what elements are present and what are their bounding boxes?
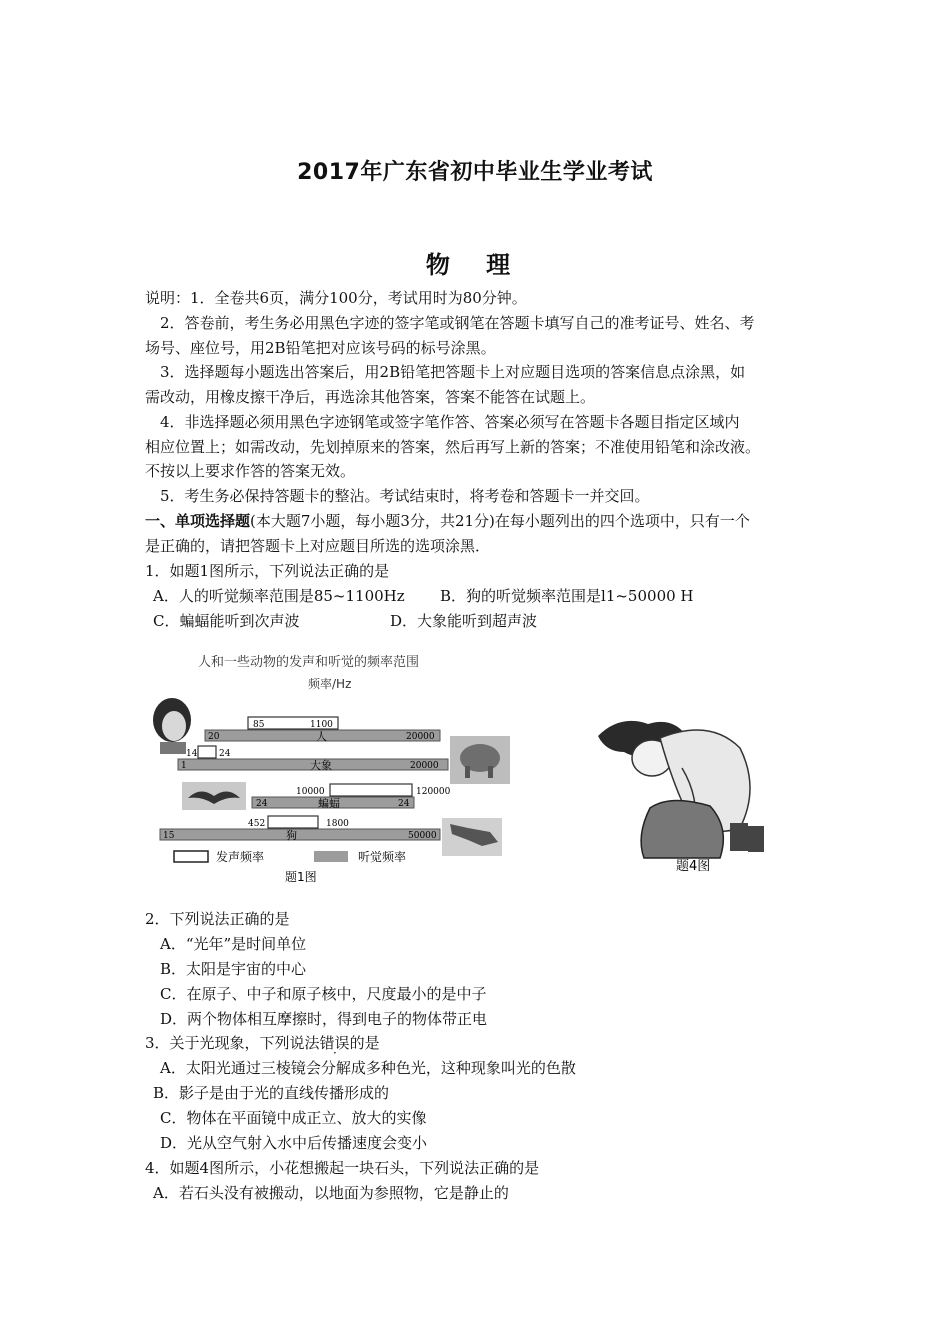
elephant-hear-high: 20000 — [410, 761, 439, 771]
girl-lifting-rock-icon — [598, 721, 764, 858]
instruction-line: 场号、座位号，用2B铅笔把对应该号码的标号涂黑。 — [145, 339, 496, 357]
elephant-label: 大象 — [310, 759, 332, 772]
instruction-line: 需改动，用橡皮擦干净后，再选涂其他答案，答案不能答在试题上。 — [145, 388, 596, 406]
bat-label: 蝙蝠 — [318, 797, 340, 810]
question-stem: 2．下列说法正确的是 — [145, 910, 290, 928]
option-a: A．“光年”是时间单位 — [160, 935, 307, 953]
legend-hear-label: 听觉频率 — [358, 850, 407, 864]
option-d: D．光从空气射入水中后传播速度会变小 — [160, 1134, 428, 1152]
q3-stem-post: 的是 — [349, 1034, 380, 1052]
elephant-emit-high: 24 — [219, 749, 231, 759]
figure-1-frequency-chart — [150, 650, 510, 890]
figure-1-caption: 题1图 — [285, 870, 317, 884]
bat-emit-high: 120000 — [416, 787, 451, 797]
q3-stem-pre: 3．关于光现象，下列说法 — [145, 1034, 320, 1052]
human-label: 人 — [316, 730, 327, 743]
subject-title: 物 理 — [425, 251, 525, 279]
bat-hear-low: 24 — [256, 799, 268, 809]
option-d: D．大象能听到超声波 — [390, 612, 538, 630]
legend-emit-swatch — [174, 851, 208, 862]
figure-4-girl-lifting-rock — [590, 708, 805, 878]
dog-hear-high: 50000 — [408, 831, 437, 841]
dog-hear-low: 15 — [163, 831, 175, 841]
option-b: B．太阳是宇宙的中心 — [160, 960, 307, 978]
option-a: A．人的听觉频率范围是85~1100Hz — [153, 587, 405, 605]
instruction-line: 2．答卷前，考生务必用黑色字迹的签字笔或钢笔在答题卡填写自己的准考证号、姓名、考 — [160, 314, 755, 332]
option-d: D．两个物体相互摩擦时，得到电子的物体带正电 — [160, 1010, 488, 1028]
option-c: C．物体在平面镜中成正立、放大的实像 — [160, 1109, 427, 1127]
option-b: B．影子是由于光的直线传播形成的 — [153, 1084, 390, 1102]
instruction-line: 不按以上要求作答的答案无效。 — [145, 462, 356, 480]
section-desc: (本大题7小题，每小题3分，共21分)在每小题列出的四个选项中，只有一个 — [250, 512, 750, 530]
figure-4-caption: 题4图 — [676, 859, 711, 874]
instruction-line: 5．考生务必保持答题卡的整沾。考试结束时，将考卷和答题卡一并交回。 — [160, 487, 650, 505]
page-title: 2017年广东省初中毕业生学业考试 — [297, 160, 653, 185]
dog-emit-bar — [268, 816, 318, 828]
elephant-hear-low: 1 — [181, 761, 187, 771]
question-stem: 4．如题4图所示，小花想搬起一块石头，下列说法正确的是 — [145, 1159, 540, 1177]
instruction-line: 4．非选择题必须用黑色字迹钢笔或签字笔作答、答案必须写在答题卡各题目指定区域内 — [160, 413, 740, 431]
option-a: A．若石头没有被搬动，以地面为参照物，它是静止的 — [153, 1184, 509, 1202]
bat-emit-low: 10000 — [296, 787, 325, 797]
option-b: B．狗的听觉频率范围是l1~50000 H — [440, 587, 694, 605]
elephant-icon — [450, 736, 510, 784]
instruction-line: 相应位置上；如需改动，先划掉原来的答案，然后再写上新的答案；不准使用铅笔和涂改液。 — [145, 438, 761, 456]
elephant-emit-low: 14 — [186, 749, 198, 759]
bat-icon — [182, 782, 246, 810]
option-c: C．在原子、中子和原子核中，尺度最小的是中子 — [160, 985, 487, 1003]
human-hear-high: 20000 — [406, 732, 435, 742]
bat-emit-bar — [330, 784, 412, 796]
chart-title: 人和一些动物的发声和听觉的频率范围 — [198, 655, 420, 670]
question-stem — [145, 1033, 380, 1053]
dog-emit-high: 1800 — [326, 819, 349, 829]
legend-hear-swatch — [314, 851, 348, 862]
section-heading — [145, 511, 750, 531]
dog-hear-bar — [160, 829, 440, 840]
instruction-line: 说明：1．全卷共6页，满分100分，考试用时为80分钟。 — [145, 289, 527, 307]
chart-unit: 频率/Hz — [308, 677, 352, 691]
elephant-emit-bar — [198, 746, 216, 758]
human-hear-low: 20 — [208, 732, 220, 742]
instruction-line: 3．选择题每小题选出答案后，用2B铅笔把答题卡上对应题目选项的答案信息点涂黑，如 — [160, 363, 746, 381]
human-emit-high: 1100 — [310, 720, 333, 730]
section-desc-2: 是正确的，请把答题卡上对应题目所选的选项涂黑． — [145, 537, 491, 555]
question-stem: 1．如题1图所示，下列说法正确的是 — [145, 562, 390, 580]
option-c: C．蝙蝠能听到次声波 — [153, 612, 300, 630]
dog-label: 狗 — [286, 829, 297, 842]
human-emit-low: 85 — [253, 720, 265, 730]
dog-emit-low: 452 — [248, 819, 266, 829]
option-a: A．太阳光通过三棱镜会分解成多种色光，这种现象叫光的色散 — [160, 1059, 576, 1077]
section-label: 一、单项选择题 — [145, 512, 251, 530]
legend-emit-label: 发声频率 — [216, 850, 265, 864]
q3-stem-emphasis: 错误 — [319, 1034, 350, 1052]
dog-icon — [442, 818, 502, 856]
human-face-icon — [153, 698, 191, 754]
bat-hear-high: 24 — [398, 799, 410, 809]
